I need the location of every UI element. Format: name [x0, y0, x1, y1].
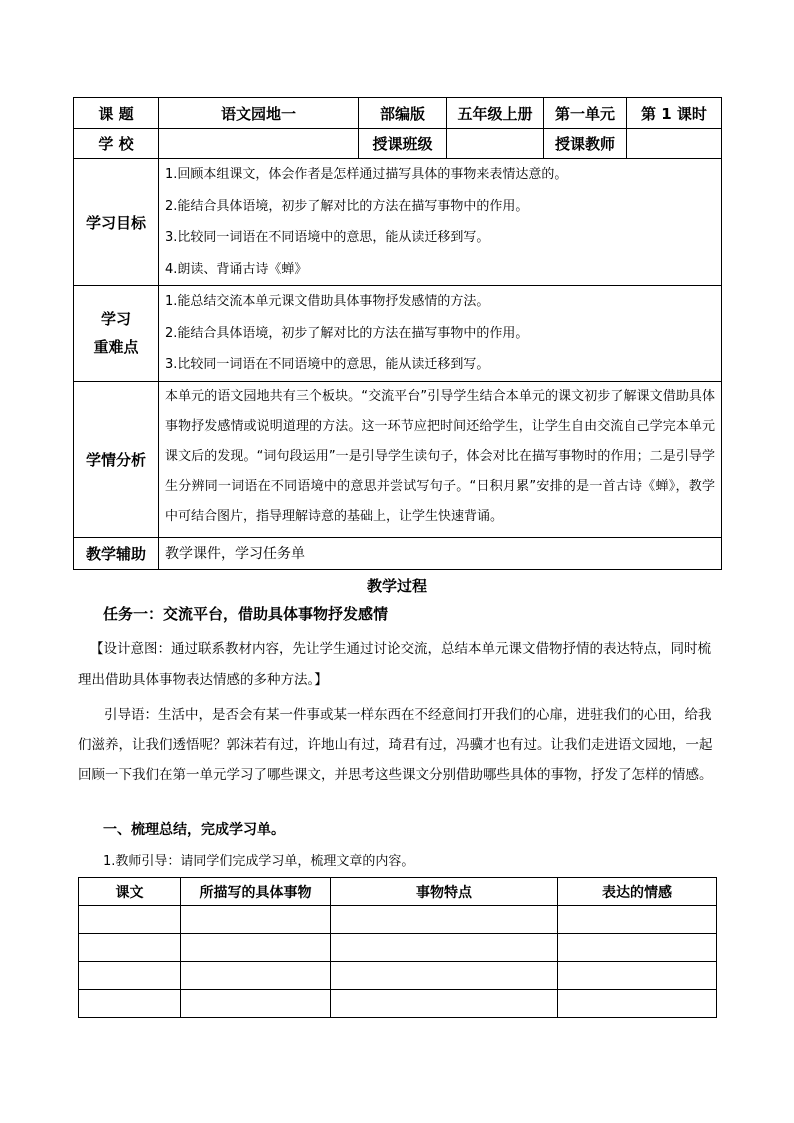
objective-item: 2.能结合具体语境，初步了解对比的方法在描写事物中的作用。 [165, 198, 529, 214]
key-point-item: 3.比较同一词语在不同语境中的意思，能从读迁移到写。 [165, 357, 490, 372]
key-points-content [159, 286, 722, 382]
worksheet-cell[interactable] [79, 934, 181, 962]
worksheet-cell[interactable] [558, 906, 717, 934]
unit-value: 第一单元 [544, 98, 627, 129]
worksheet-cell[interactable] [558, 962, 717, 990]
design-intent-paragraph: 【设计意图：通过联系教材内容，先让学生通过讨论交流，总结本单元课文借物抒情的表达特点，同时梳理出借助具体事物表达情感的多种方法。】 [78, 641, 711, 688]
teacher-guide-text: 1.教师引导：请同学们完成学习单，梳理文章的内容。 [103, 854, 415, 869]
school-value [159, 129, 359, 159]
objectives-content [159, 159, 722, 286]
key-points-label-line2: 重难点 [93, 338, 139, 357]
period-value: 第 1 课时 [627, 98, 722, 129]
aids-value: 教学课件，学习任务单 [159, 537, 722, 569]
teacher-label: 授课教师 [544, 129, 627, 159]
worksheet-cell[interactable] [181, 906, 331, 934]
worksheet-table [78, 877, 717, 1018]
lead-in-paragraph: 引导语：生活中，是否会有某一件事或某一样东西在不经意间打开我们的心扉，进驻我们的心田，给我们滋养，让我们透悟呢？郭沫若有过，许地山有过，琦君有过，冯骥才也有过。让我们走进语文园地，一起回顾一下我们在第一单元学习了哪些课文，并思考这些课文分别借助哪些具体的事物，抒发了怎样的情感。 [78, 707, 713, 783]
section-one-heading: 一、梳理总结，完成学习单。 [103, 822, 285, 838]
worksheet-cell[interactable] [331, 906, 558, 934]
aids-label: 教学辅助 [74, 537, 159, 569]
worksheet-row [79, 906, 717, 934]
worksheet-cell[interactable] [558, 990, 717, 1018]
task-one-heading: 任务一：交流平台，借助具体事物抒发感情 [103, 605, 389, 623]
topic-label: 课 题 [74, 98, 159, 129]
worksheet-cell[interactable] [558, 934, 717, 962]
key-point-item: 2.能结合具体语境，初步了解对比的方法在描写事物中的作用。 [165, 325, 529, 341]
class-value [447, 129, 544, 159]
worksheet-cell[interactable] [331, 962, 558, 990]
teacher-value [627, 129, 722, 159]
analysis-text: 本单元的语文园地共有三个板块。“交流平台”引导学生结合本单元的课文初步了解课文借助具体事物抒发感情或说明道理的方法。这一环节应把时间还给学生，让学生自由交流自己学完本单元课文后的发现。“词句段运用”一是引导学生读句子，体会对比在描写事物时的作用；二是引导学生分辨同一词语在不同语境中的意思并尝试写句子。“日积月累”安排的是一首古诗《蝉》，教学中可结合图片，指导理解诗意的基础上，让学生快速背诵。 [165, 388, 715, 524]
school-label: 学 校 [74, 129, 159, 159]
analysis-label: 学情分析 [74, 381, 159, 537]
analysis-content [159, 381, 722, 537]
worksheet-header-row [79, 878, 717, 906]
worksheet-header-cell: 所描写的具体事物 [181, 878, 331, 906]
process-title: 教学过程 [366, 577, 427, 595]
objective-item: 4.朗读、背诵古诗《蝉》 [165, 261, 308, 277]
worksheet-cell[interactable] [181, 990, 331, 1018]
worksheet-cell[interactable] [181, 934, 331, 962]
grade-value: 五年级上册 [447, 98, 544, 129]
objective-item: 3.比较同一词语在不同语境中的意思，能从读迁移到写。 [165, 230, 490, 245]
topic-value: 语文园地一 [159, 98, 359, 129]
worksheet-row [79, 962, 717, 990]
key-points-label [74, 286, 159, 382]
worksheet-row [79, 990, 717, 1018]
worksheet-cell[interactable] [79, 990, 181, 1018]
worksheet-cell[interactable] [79, 906, 181, 934]
class-label: 授课班级 [359, 129, 447, 159]
worksheet-cell[interactable] [331, 990, 558, 1018]
worksheet-cell[interactable] [79, 962, 181, 990]
lesson-info-table [73, 97, 722, 570]
worksheet-header-cell: 事物特点 [331, 878, 558, 906]
worksheet-cell[interactable] [181, 962, 331, 990]
worksheet-header-cell: 课文 [79, 878, 181, 906]
worksheet-header-cell: 表达的情感 [558, 878, 717, 906]
worksheet-row [79, 934, 717, 962]
key-points-label-line1: 学习 [100, 310, 131, 329]
key-point-item: 1.能总结交流本单元课文借助具体事物抒发感情的方法。 [165, 294, 490, 309]
edition-value: 部编版 [359, 98, 447, 129]
objectives-label: 学习目标 [74, 159, 159, 286]
worksheet-cell[interactable] [331, 934, 558, 962]
objective-item: 1.回顾本组课文，体会作者是怎样通过描写具体的事物来表情达意的。 [165, 167, 568, 182]
